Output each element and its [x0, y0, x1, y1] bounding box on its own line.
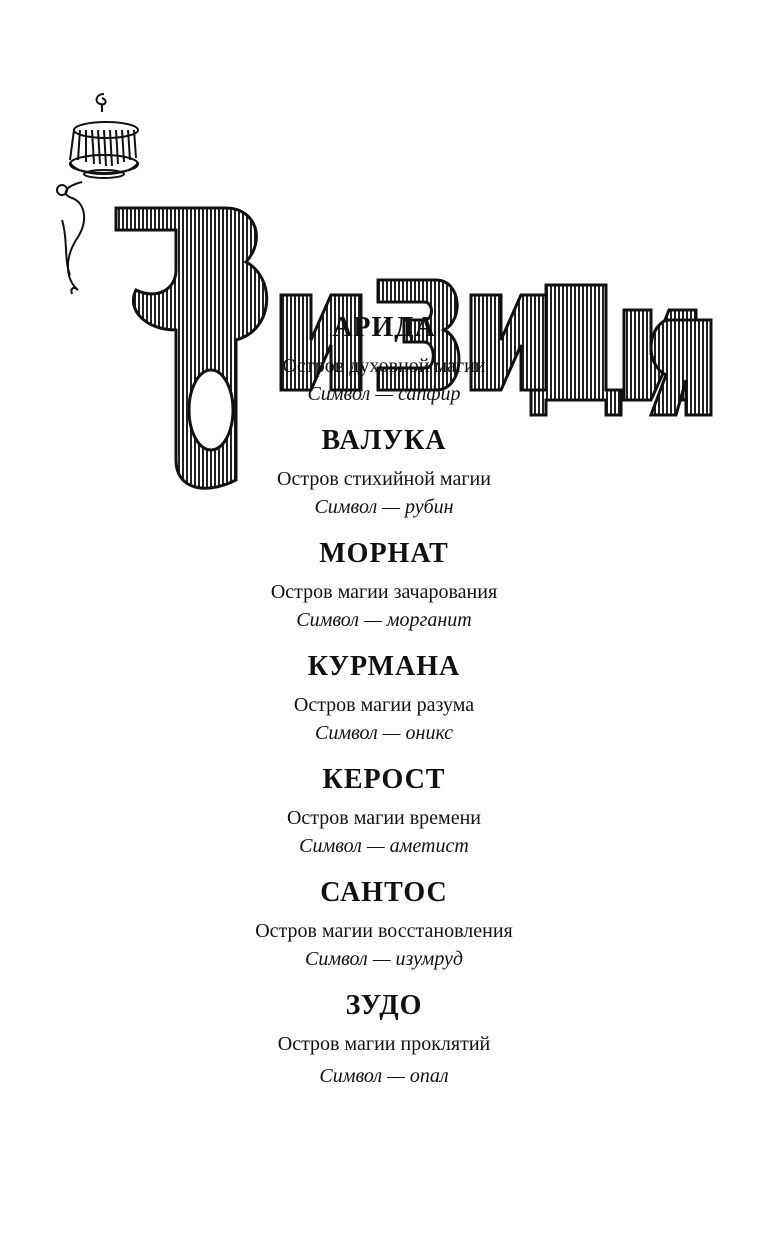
island-name: КУРМАНА: [307, 651, 461, 682]
island-symbol: Символ — морганит: [296, 609, 472, 631]
island-symbol: Символ — оникс: [315, 722, 453, 744]
island-symbol: Символ — опал: [319, 1065, 449, 1087]
island-description: Остров магии времени: [286, 807, 481, 829]
island-entry: [0, 650, 768, 747]
island-name: САНТОС: [320, 877, 448, 908]
island-description: Остров магии разума: [293, 694, 475, 716]
island-entry: [0, 311, 768, 408]
island-symbol: Символ — изумруд: [304, 948, 463, 970]
island-description: Остров стихийной магии: [277, 468, 491, 490]
island-entry: [0, 989, 768, 1090]
island-description: Остров магии зачарования: [270, 581, 498, 603]
island-symbol: Символ — рубин: [314, 496, 454, 518]
island-description: Остров магии проклятий: [277, 1033, 491, 1055]
island-name: ВАЛУКА: [321, 425, 447, 456]
island-entry: [0, 424, 768, 521]
island-entry: [0, 537, 768, 634]
island-name: КЕРОСТ: [322, 764, 446, 795]
island-entry: [0, 876, 768, 973]
island-name: АРИДА: [332, 312, 436, 343]
island-description: Остров духовной магии: [282, 355, 486, 377]
island-symbol: Символ — сапфир: [307, 383, 461, 405]
island-name: ЗУДО: [345, 990, 423, 1021]
island-name: МОРНАТ: [319, 538, 449, 569]
island-symbol: Символ — аметист: [299, 835, 469, 857]
island-entry: [0, 763, 768, 860]
island-description: Остров магии восстановления: [255, 920, 513, 942]
